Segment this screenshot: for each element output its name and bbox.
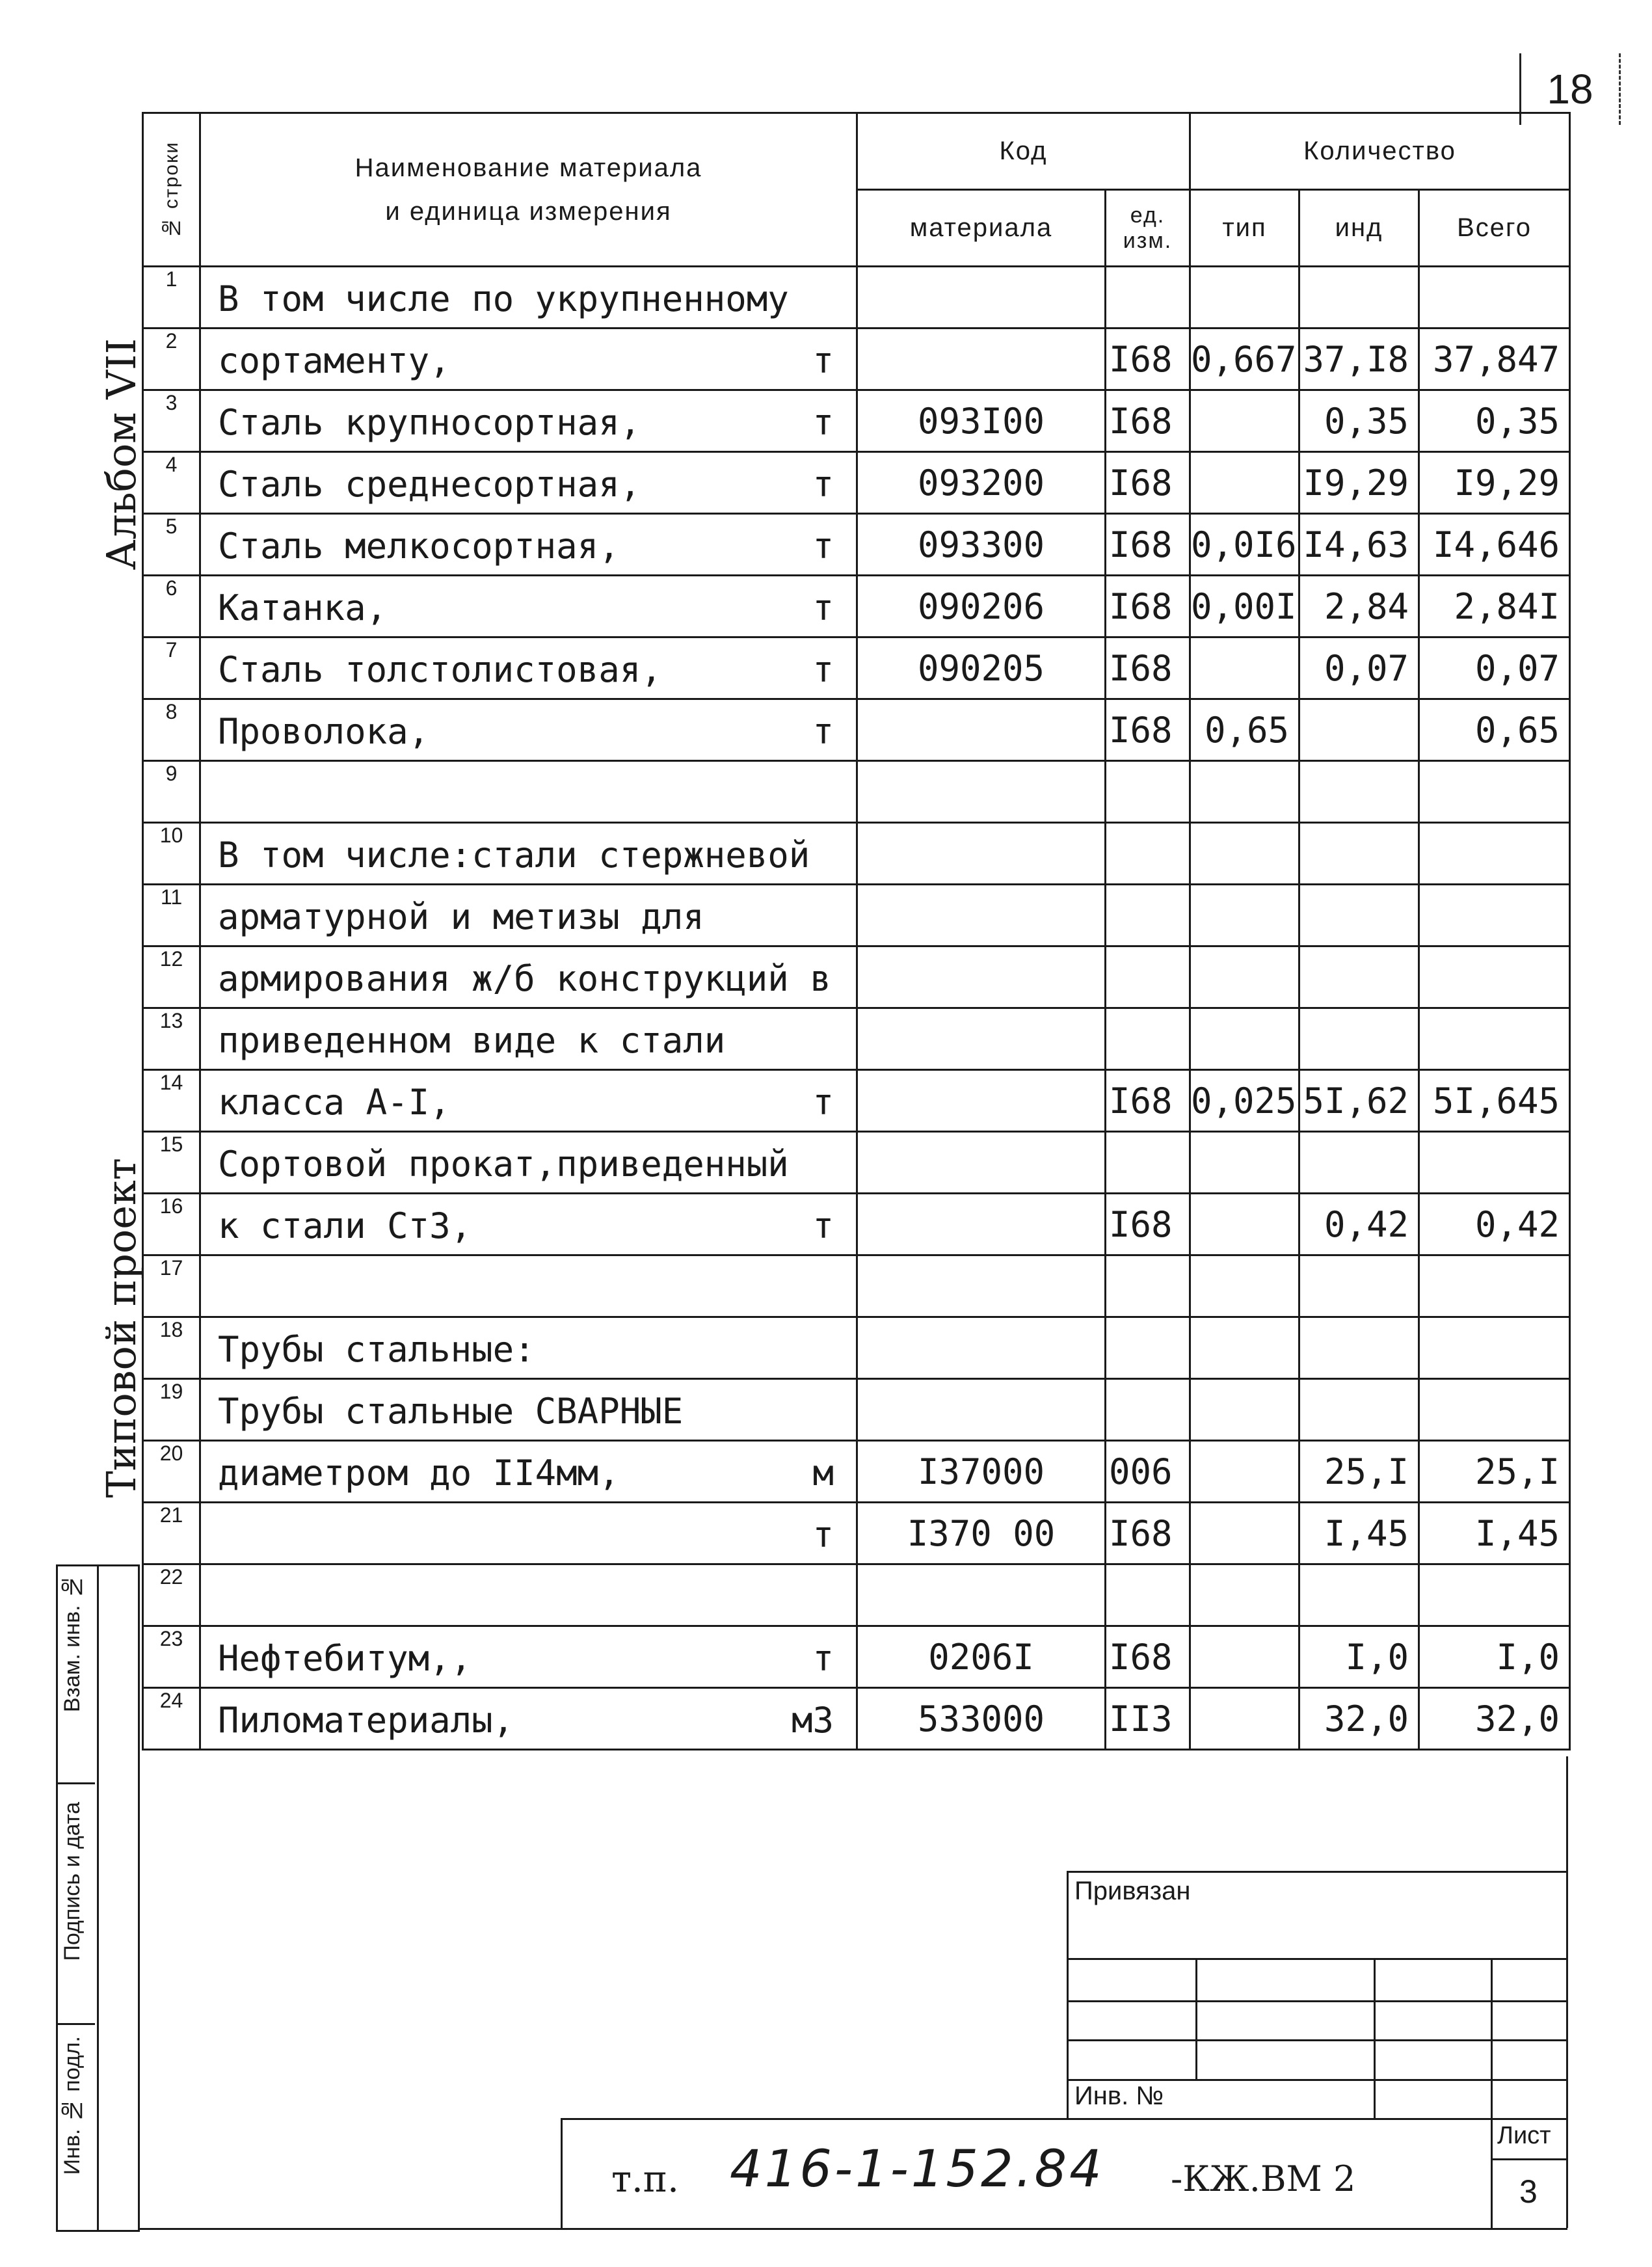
row-number: 20 bbox=[143, 1441, 200, 1503]
unit-code bbox=[1106, 885, 1190, 946]
material-name: армирования ж/б конструкций в bbox=[218, 958, 831, 999]
qty-ind bbox=[1299, 761, 1419, 823]
material-unit: т bbox=[812, 1205, 834, 1246]
qty-ind: 2,84 bbox=[1299, 576, 1419, 637]
material-name: Нефтебитум,, bbox=[218, 1638, 472, 1679]
qty-type bbox=[1190, 761, 1299, 823]
qty-type-header: тип bbox=[1190, 190, 1299, 267]
table-row bbox=[143, 761, 1570, 823]
qty-type bbox=[1190, 637, 1299, 699]
table-row bbox=[143, 1626, 1570, 1688]
row-number: 21 bbox=[143, 1503, 200, 1564]
row-number: 18 bbox=[143, 1317, 200, 1379]
material-name-cell bbox=[200, 823, 857, 885]
qty-type: 0,0I6 bbox=[1190, 514, 1299, 576]
unit-code: 006 bbox=[1106, 1441, 1190, 1503]
material-code bbox=[857, 1194, 1106, 1255]
material-unit: т bbox=[812, 464, 834, 505]
qty-total bbox=[1419, 1317, 1570, 1379]
qty-type bbox=[1190, 1379, 1299, 1441]
material-code: 093300 bbox=[857, 514, 1106, 576]
material-name: Трубы стальные СВАРНЫЕ bbox=[218, 1391, 684, 1432]
material-name-cell bbox=[200, 1503, 857, 1564]
unit-code: I68 bbox=[1106, 1070, 1190, 1132]
unit-code bbox=[1106, 1255, 1190, 1317]
unit-code: I68 bbox=[1106, 1626, 1190, 1688]
material-name-cell bbox=[200, 1564, 857, 1626]
material-name-cell bbox=[200, 329, 857, 390]
qty-total bbox=[1419, 267, 1570, 329]
material-name: диаметром до II4мм, bbox=[218, 1453, 620, 1494]
qty-total: 0,42 bbox=[1419, 1194, 1570, 1255]
table-row bbox=[143, 1379, 1570, 1441]
material-code bbox=[857, 1008, 1106, 1070]
row-number: 15 bbox=[143, 1132, 200, 1194]
code-unit-header: ед. изм. bbox=[1106, 190, 1190, 267]
material-code bbox=[857, 1255, 1106, 1317]
qty-ind bbox=[1299, 1132, 1419, 1194]
qty-total: I9,29 bbox=[1419, 452, 1570, 514]
materials-table bbox=[142, 112, 1571, 1751]
material-code bbox=[857, 761, 1106, 823]
qty-total: 0,65 bbox=[1419, 699, 1570, 761]
table-row bbox=[143, 1503, 1570, 1564]
qty-type bbox=[1190, 1317, 1299, 1379]
row-number: 19 bbox=[143, 1379, 200, 1441]
qty-total bbox=[1419, 946, 1570, 1008]
row-number: 16 bbox=[143, 1194, 200, 1255]
qty-type bbox=[1190, 1008, 1299, 1070]
table-row bbox=[143, 1132, 1570, 1194]
material-code bbox=[857, 823, 1106, 885]
material-name: В том числе:стали стержневой bbox=[218, 835, 810, 876]
table-row bbox=[143, 1317, 1570, 1379]
material-name-cell bbox=[200, 885, 857, 946]
qty-total bbox=[1419, 1008, 1570, 1070]
material-unit: т bbox=[812, 526, 834, 567]
material-code: 533000 bbox=[857, 1688, 1106, 1750]
table-row bbox=[143, 1255, 1570, 1317]
material-name: Сталь среднесортная, bbox=[218, 464, 641, 505]
code-group-header: Код bbox=[857, 113, 1190, 190]
qty-total: 2,84I bbox=[1419, 576, 1570, 637]
qty-ind bbox=[1299, 1255, 1419, 1317]
unit-code: II3 bbox=[1106, 1688, 1190, 1750]
qty-ind: 0,35 bbox=[1299, 390, 1419, 452]
qty-total bbox=[1419, 1255, 1570, 1317]
material-unit: т bbox=[812, 402, 834, 443]
unit-code bbox=[1106, 1008, 1190, 1070]
qty-type bbox=[1190, 1503, 1299, 1564]
row-number: 3 bbox=[143, 390, 200, 452]
doc-prefix: т.п. bbox=[611, 2158, 679, 2201]
qty-ind: 5I,62 bbox=[1299, 1070, 1419, 1132]
material-code: I37000 bbox=[857, 1441, 1106, 1503]
qty-total bbox=[1419, 823, 1570, 885]
qty-ind-header: инд bbox=[1299, 190, 1419, 267]
qty-ind: I4,63 bbox=[1299, 514, 1419, 576]
table-row bbox=[143, 452, 1570, 514]
table-row bbox=[143, 1564, 1570, 1626]
table-row bbox=[143, 514, 1570, 576]
material-name: арматурной и метизы для bbox=[218, 896, 704, 937]
qty-type bbox=[1190, 946, 1299, 1008]
sheet-corner-number: 18 bbox=[1519, 53, 1621, 125]
sheet-value: 3 bbox=[1519, 2173, 1538, 2210]
material-code: 090205 bbox=[857, 637, 1106, 699]
qty-type: 0,65 bbox=[1190, 699, 1299, 761]
qty-ind: 25,I bbox=[1299, 1441, 1419, 1503]
material-name-cell bbox=[200, 699, 857, 761]
material-name-cell bbox=[200, 1070, 857, 1132]
material-name: класса А-I, bbox=[218, 1082, 451, 1123]
row-number: 5 bbox=[143, 514, 200, 576]
unit-code bbox=[1106, 1132, 1190, 1194]
qty-type bbox=[1190, 267, 1299, 329]
qty-type bbox=[1190, 1132, 1299, 1194]
material-name-cell bbox=[200, 637, 857, 699]
qty-ind bbox=[1299, 1564, 1419, 1626]
material-name-cell bbox=[200, 1317, 857, 1379]
material-code bbox=[857, 1379, 1106, 1441]
unit-code bbox=[1106, 761, 1190, 823]
qty-ind: I,45 bbox=[1299, 1503, 1419, 1564]
material-code bbox=[857, 267, 1106, 329]
material-unit: т bbox=[812, 649, 834, 690]
material-unit: т bbox=[812, 340, 834, 381]
material-name: Сортовой прокат,приведенный bbox=[218, 1144, 789, 1185]
material-code: I370 00 bbox=[857, 1503, 1106, 1564]
qty-type: 0,025 bbox=[1190, 1070, 1299, 1132]
doc-suffix: -КЖ.ВМ 2 bbox=[1171, 2158, 1356, 2199]
material-name-cell bbox=[200, 514, 857, 576]
qty-type bbox=[1190, 823, 1299, 885]
qty-total: 37,847 bbox=[1419, 329, 1570, 390]
qty-type bbox=[1190, 1564, 1299, 1626]
material-name-cell bbox=[200, 1379, 857, 1441]
qty-total: I,0 bbox=[1419, 1626, 1570, 1688]
material-name-cell bbox=[200, 1255, 857, 1317]
row-number: 9 bbox=[143, 761, 200, 823]
material-name-cell bbox=[200, 761, 857, 823]
row-number: 23 bbox=[143, 1626, 200, 1688]
unit-code: I68 bbox=[1106, 1194, 1190, 1255]
unit-code bbox=[1106, 946, 1190, 1008]
material-code: 093I00 bbox=[857, 390, 1106, 452]
unit-code: I68 bbox=[1106, 637, 1190, 699]
table-row bbox=[143, 637, 1570, 699]
album-side-label: Альбом VII bbox=[98, 338, 145, 570]
unit-code: I68 bbox=[1106, 514, 1190, 576]
material-name-cell bbox=[200, 576, 857, 637]
material-name: к стали Ст3, bbox=[218, 1205, 472, 1246]
row-number: 8 bbox=[143, 699, 200, 761]
material-name-cell bbox=[200, 1008, 857, 1070]
material-name-cell bbox=[200, 1626, 857, 1688]
qty-total: I,45 bbox=[1419, 1503, 1570, 1564]
table-row bbox=[143, 946, 1570, 1008]
material-name: В том числе по укрупненному bbox=[218, 278, 789, 319]
row-number: 12 bbox=[143, 946, 200, 1008]
unit-code bbox=[1106, 1564, 1190, 1626]
qty-total: 5I,645 bbox=[1419, 1070, 1570, 1132]
table-row bbox=[143, 1441, 1570, 1503]
material-code bbox=[857, 699, 1106, 761]
material-name-cell bbox=[200, 946, 857, 1008]
row-number: 1 bbox=[143, 267, 200, 329]
unit-code bbox=[1106, 1317, 1190, 1379]
strip-label-inv-original: Инв. № подл. bbox=[60, 2036, 85, 2175]
row-number: 17 bbox=[143, 1255, 200, 1317]
material-name-cell bbox=[200, 267, 857, 329]
qty-ind: 0,07 bbox=[1299, 637, 1419, 699]
qty-total bbox=[1419, 1132, 1570, 1194]
qty-ind: I,0 bbox=[1299, 1626, 1419, 1688]
qty-type bbox=[1190, 1194, 1299, 1255]
qty-total-header: Всего bbox=[1419, 190, 1570, 267]
material-unit: т bbox=[812, 587, 834, 628]
material-code bbox=[857, 1317, 1106, 1379]
qty-ind bbox=[1299, 946, 1419, 1008]
qty-ind: 0,42 bbox=[1299, 1194, 1419, 1255]
material-unit: т bbox=[812, 1082, 834, 1123]
table-row bbox=[143, 390, 1570, 452]
material-code bbox=[857, 885, 1106, 946]
qty-type: 0,00I bbox=[1190, 576, 1299, 637]
table-row bbox=[143, 576, 1570, 637]
row-number: 11 bbox=[143, 885, 200, 946]
qty-total bbox=[1419, 1379, 1570, 1441]
qty-total: I4,646 bbox=[1419, 514, 1570, 576]
qty-ind bbox=[1299, 267, 1419, 329]
row-number: 22 bbox=[143, 1564, 200, 1626]
material-name-cell bbox=[200, 1194, 857, 1255]
qty-type bbox=[1190, 885, 1299, 946]
material-name: Сталь толстолистовая, bbox=[218, 649, 662, 690]
row-number: 13 bbox=[143, 1008, 200, 1070]
row-number: 2 bbox=[143, 329, 200, 390]
qty-ind bbox=[1299, 1379, 1419, 1441]
qty-total bbox=[1419, 1564, 1570, 1626]
unit-code: I68 bbox=[1106, 329, 1190, 390]
material-unit: т bbox=[812, 1514, 834, 1555]
material-name: Пиломатериалы, bbox=[218, 1700, 514, 1741]
qty-ind: 37,I8 bbox=[1299, 329, 1419, 390]
material-code bbox=[857, 1132, 1106, 1194]
table-row bbox=[143, 267, 1570, 329]
qty-type: 0,667 bbox=[1190, 329, 1299, 390]
material-code bbox=[857, 329, 1106, 390]
qty-ind bbox=[1299, 699, 1419, 761]
qty-total: 0,35 bbox=[1419, 390, 1570, 452]
qty-total: 0,07 bbox=[1419, 637, 1570, 699]
code-material-header: материала bbox=[857, 190, 1106, 267]
unit-code: I68 bbox=[1106, 576, 1190, 637]
qty-type bbox=[1190, 1441, 1299, 1503]
row-number-header: № строки bbox=[143, 113, 200, 267]
project-side-label: Типовой проект bbox=[98, 1158, 145, 1498]
unit-code: I68 bbox=[1106, 452, 1190, 514]
table-row bbox=[143, 885, 1570, 946]
material-code: 090206 bbox=[857, 576, 1106, 637]
qty-ind bbox=[1299, 1008, 1419, 1070]
strip-label-signature-date: Подпись и дата bbox=[60, 1802, 85, 1961]
unit-code bbox=[1106, 267, 1190, 329]
qty-ind bbox=[1299, 885, 1419, 946]
qty-ind bbox=[1299, 1317, 1419, 1379]
material-name: Трубы стальные: bbox=[218, 1329, 535, 1370]
qty-type bbox=[1190, 1688, 1299, 1750]
unit-code: I68 bbox=[1106, 1503, 1190, 1564]
bound-label: Привязан bbox=[1074, 1877, 1191, 1905]
quantity-group-header: Количество bbox=[1190, 113, 1570, 190]
material-unit: т bbox=[812, 1638, 834, 1679]
material-unit: м3 bbox=[791, 1700, 834, 1741]
table-row bbox=[143, 699, 1570, 761]
qty-type bbox=[1190, 390, 1299, 452]
table-row bbox=[143, 1194, 1570, 1255]
material-name-cell bbox=[200, 1688, 857, 1750]
qty-type bbox=[1190, 1255, 1299, 1317]
table-row bbox=[143, 1688, 1570, 1750]
material-name-cell bbox=[200, 1441, 857, 1503]
inv-label: Инв. № bbox=[1074, 2082, 1164, 2110]
material-code: 0206I bbox=[857, 1626, 1106, 1688]
qty-total: 25,I bbox=[1419, 1441, 1570, 1503]
unit-code bbox=[1106, 1379, 1190, 1441]
name-header: Наименование материала и единица измерения bbox=[200, 113, 857, 267]
row-number: 6 bbox=[143, 576, 200, 637]
material-name-cell bbox=[200, 452, 857, 514]
material-name: Сталь крупносортная, bbox=[218, 402, 641, 443]
doc-number: 416-1-152.84 bbox=[730, 2140, 1104, 2199]
qty-ind: 32,0 bbox=[1299, 1688, 1419, 1750]
material-name: Катанка, bbox=[218, 587, 388, 628]
table-row bbox=[143, 1070, 1570, 1132]
material-name-cell bbox=[200, 390, 857, 452]
qty-type bbox=[1190, 452, 1299, 514]
material-unit: м bbox=[812, 1453, 834, 1494]
material-code: 093200 bbox=[857, 452, 1106, 514]
material-code bbox=[857, 1564, 1106, 1626]
sheet-label: Лист bbox=[1497, 2122, 1551, 2149]
material-name: Проволока, bbox=[218, 711, 430, 752]
qty-total bbox=[1419, 761, 1570, 823]
material-unit: т bbox=[812, 711, 834, 752]
unit-code bbox=[1106, 823, 1190, 885]
material-code bbox=[857, 946, 1106, 1008]
material-name: Сталь мелкосортная, bbox=[218, 526, 620, 567]
unit-code: I68 bbox=[1106, 699, 1190, 761]
row-number: 4 bbox=[143, 452, 200, 514]
unit-code: I68 bbox=[1106, 390, 1190, 452]
row-number: 24 bbox=[143, 1688, 200, 1750]
row-number: 10 bbox=[143, 823, 200, 885]
qty-total: 32,0 bbox=[1419, 1688, 1570, 1750]
qty-type bbox=[1190, 1626, 1299, 1688]
qty-ind bbox=[1299, 823, 1419, 885]
table-row bbox=[143, 1008, 1570, 1070]
table-row bbox=[143, 329, 1570, 390]
row-number: 14 bbox=[143, 1070, 200, 1132]
qty-total bbox=[1419, 885, 1570, 946]
material-code bbox=[857, 1070, 1106, 1132]
material-name: приведенном виде к стали bbox=[218, 1020, 726, 1061]
material-name: сортаменту, bbox=[218, 340, 451, 381]
row-number: 7 bbox=[143, 637, 200, 699]
material-name-cell bbox=[200, 1132, 857, 1194]
table-row bbox=[143, 823, 1570, 885]
qty-ind: I9,29 bbox=[1299, 452, 1419, 514]
strip-label-replace-inv: Взам. инв. № bbox=[60, 1574, 85, 1713]
